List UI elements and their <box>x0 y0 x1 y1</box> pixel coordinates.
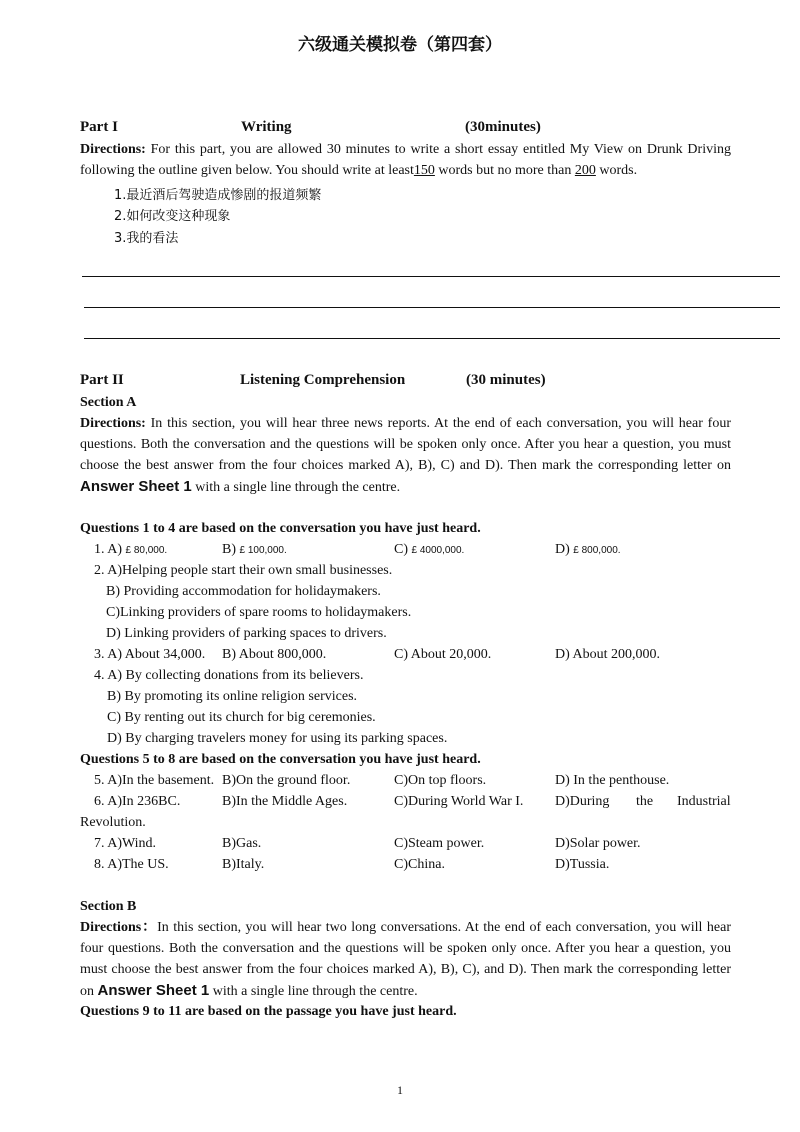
q3-option-d: D) About 200,000. <box>555 647 660 662</box>
q1-option-b-value: £ 100,000. <box>239 545 287 556</box>
q7-option-a: 7. A)Wind. <box>94 836 157 851</box>
section-a-directions-label: Directions: <box>80 416 146 431</box>
q2-option-b: B) Providing accommodation for holidaymakers. <box>106 584 381 599</box>
section-a-directions <box>80 413 731 498</box>
q1-option-c-label: C) <box>394 542 412 557</box>
q5-option-d: D) In the penthouse. <box>555 773 670 788</box>
q6-option-a: 6. A)In 236BC. <box>94 794 181 809</box>
page-title: 六级通关模拟卷（第四套） <box>298 35 502 55</box>
part2-time: (30 minutes) <box>466 372 546 388</box>
q3-option-b: B) About 800,000. <box>222 647 327 662</box>
part1-time: (30minutes) <box>465 119 541 135</box>
q6-option-c: C)During World War I. <box>394 794 524 809</box>
q3-option-a: 3. A) About 34,000. <box>94 647 206 662</box>
q6-option-d-word-2: the <box>636 794 654 809</box>
outline-item-1: 1.最近酒后驾驶造成惨剧的报道频繁 <box>114 188 322 203</box>
q4-option-d: D) By charging travelers money for using its parking spaces. <box>107 731 448 746</box>
q1-option-b-label: B) <box>222 542 240 557</box>
section-b-directions-end: with a single line through the centre. <box>209 984 418 999</box>
q7-option-b: B)Gas. <box>222 836 262 851</box>
min-words: 150 <box>413 163 435 178</box>
part2-label: Part II <box>80 372 124 388</box>
part2-name: Listening Comprehension <box>240 372 406 388</box>
section-b-directions-text: In this section, you will hear two long conversations. At the end of each conversation, you will hear four questions. Both the conversation and the questions will be spoken only once. After you hear a question, you must choose the best answer from the four choices marked A), B), C), and D). Then mark the corresponding letter on <box>80 920 731 999</box>
max-words: 200 <box>574 163 596 178</box>
q4-option-c: C) By renting out its church for big ceremonies. <box>107 710 376 725</box>
outline-item-2: 2.如何改变这种现象 <box>114 209 231 224</box>
outline-item-3: 3.我的看法 <box>114 231 179 246</box>
q1-option-d-label: D) <box>555 542 574 557</box>
answer-sheet-ref: Answer Sheet 1 <box>80 478 192 495</box>
q1-option-a-value: £ 80,000. <box>125 545 168 556</box>
q3-option-c: C) About 20,000. <box>394 647 492 662</box>
q2-option-a: 2. A)Helping people start their own small businesses. <box>94 563 393 578</box>
q1-option-c-value: £ 4000,000. <box>411 545 465 556</box>
q8-option-b: B)Italy. <box>222 857 265 872</box>
q6-option-d-word-1: D)During <box>555 794 610 809</box>
page-number: 1 <box>397 1083 403 1097</box>
q6-option-b: B)In the Middle Ages. <box>222 794 348 809</box>
part1-directions-text-c: words. <box>595 163 638 178</box>
q8-option-a: 8. A)The US. <box>94 857 169 872</box>
section-a-directions-end: with a single line through the centre. <box>191 480 401 495</box>
answer-line-1 <box>82 276 780 277</box>
part1-directions-text-b: words but no more than <box>434 163 575 178</box>
part1-directions-label: Directions: <box>80 142 146 157</box>
part1-directions <box>80 139 731 181</box>
part1-label: Part I <box>80 119 118 135</box>
section-b-directions-label: Directions： <box>80 920 158 935</box>
answer-line-2 <box>84 307 780 308</box>
questions-1-4-heading: Questions 1 to 4 are based on the conversation you have just heard. <box>80 521 481 536</box>
section-a-label: Section A <box>80 395 137 410</box>
questions-9-11-heading: Questions 9 to 11 are based on the passage you have just heard. <box>80 1004 457 1019</box>
q1-option-a-label: 1. A) <box>94 542 126 557</box>
part1-directions-text-a: For this part, you are allowed 30 minutes to write a short essay entitled My View on Drunk Driving following the outline given below. You should write at least <box>80 142 731 178</box>
section-b-directions <box>80 917 731 1002</box>
q6-option-d-word-4: Revolution. <box>80 815 146 830</box>
section-b-label: Section B <box>80 899 137 914</box>
q5-option-c: C)On top floors. <box>394 773 487 788</box>
q5-option-a: 5. A)In the basement. <box>94 773 215 788</box>
part1-name: Writing <box>241 119 292 135</box>
q2-option-d: D) Linking providers of parking spaces to drivers. <box>106 626 387 641</box>
q1-option-d-value: £ 800,000. <box>573 545 621 556</box>
q4-option-b: B) By promoting its online religion services. <box>107 689 358 704</box>
answer-line-3 <box>84 338 780 339</box>
q7-option-c: C)Steam power. <box>394 836 485 851</box>
q7-option-d: D)Solar power. <box>555 836 641 851</box>
answer-sheet-ref-b: Answer Sheet 1 <box>97 982 210 999</box>
section-a-directions-text: In this section, you will hear three news reports. At the end of each conversation, you will hear four questions. Both the conversation and the questions will be spoken only once. After you hear a question, you must choose the best answer from the four choices marked A), B), C) and D). Then mark the corresponding letter on <box>80 416 731 473</box>
questions-5-8-heading: Questions 5 to 8 are based on the conversation you have just heard. <box>80 752 481 767</box>
q4-option-a: 4. A) By collecting donations from its believers. <box>94 668 364 683</box>
q6-option-d-word-3: Industrial <box>677 794 731 809</box>
q8-option-d: D)Tussia. <box>555 857 610 872</box>
q8-option-c: C)China. <box>394 857 445 872</box>
q2-option-c: C)Linking providers of spare rooms to holidaymakers. <box>106 605 412 620</box>
q5-option-b: B)On the ground floor. <box>222 773 351 788</box>
